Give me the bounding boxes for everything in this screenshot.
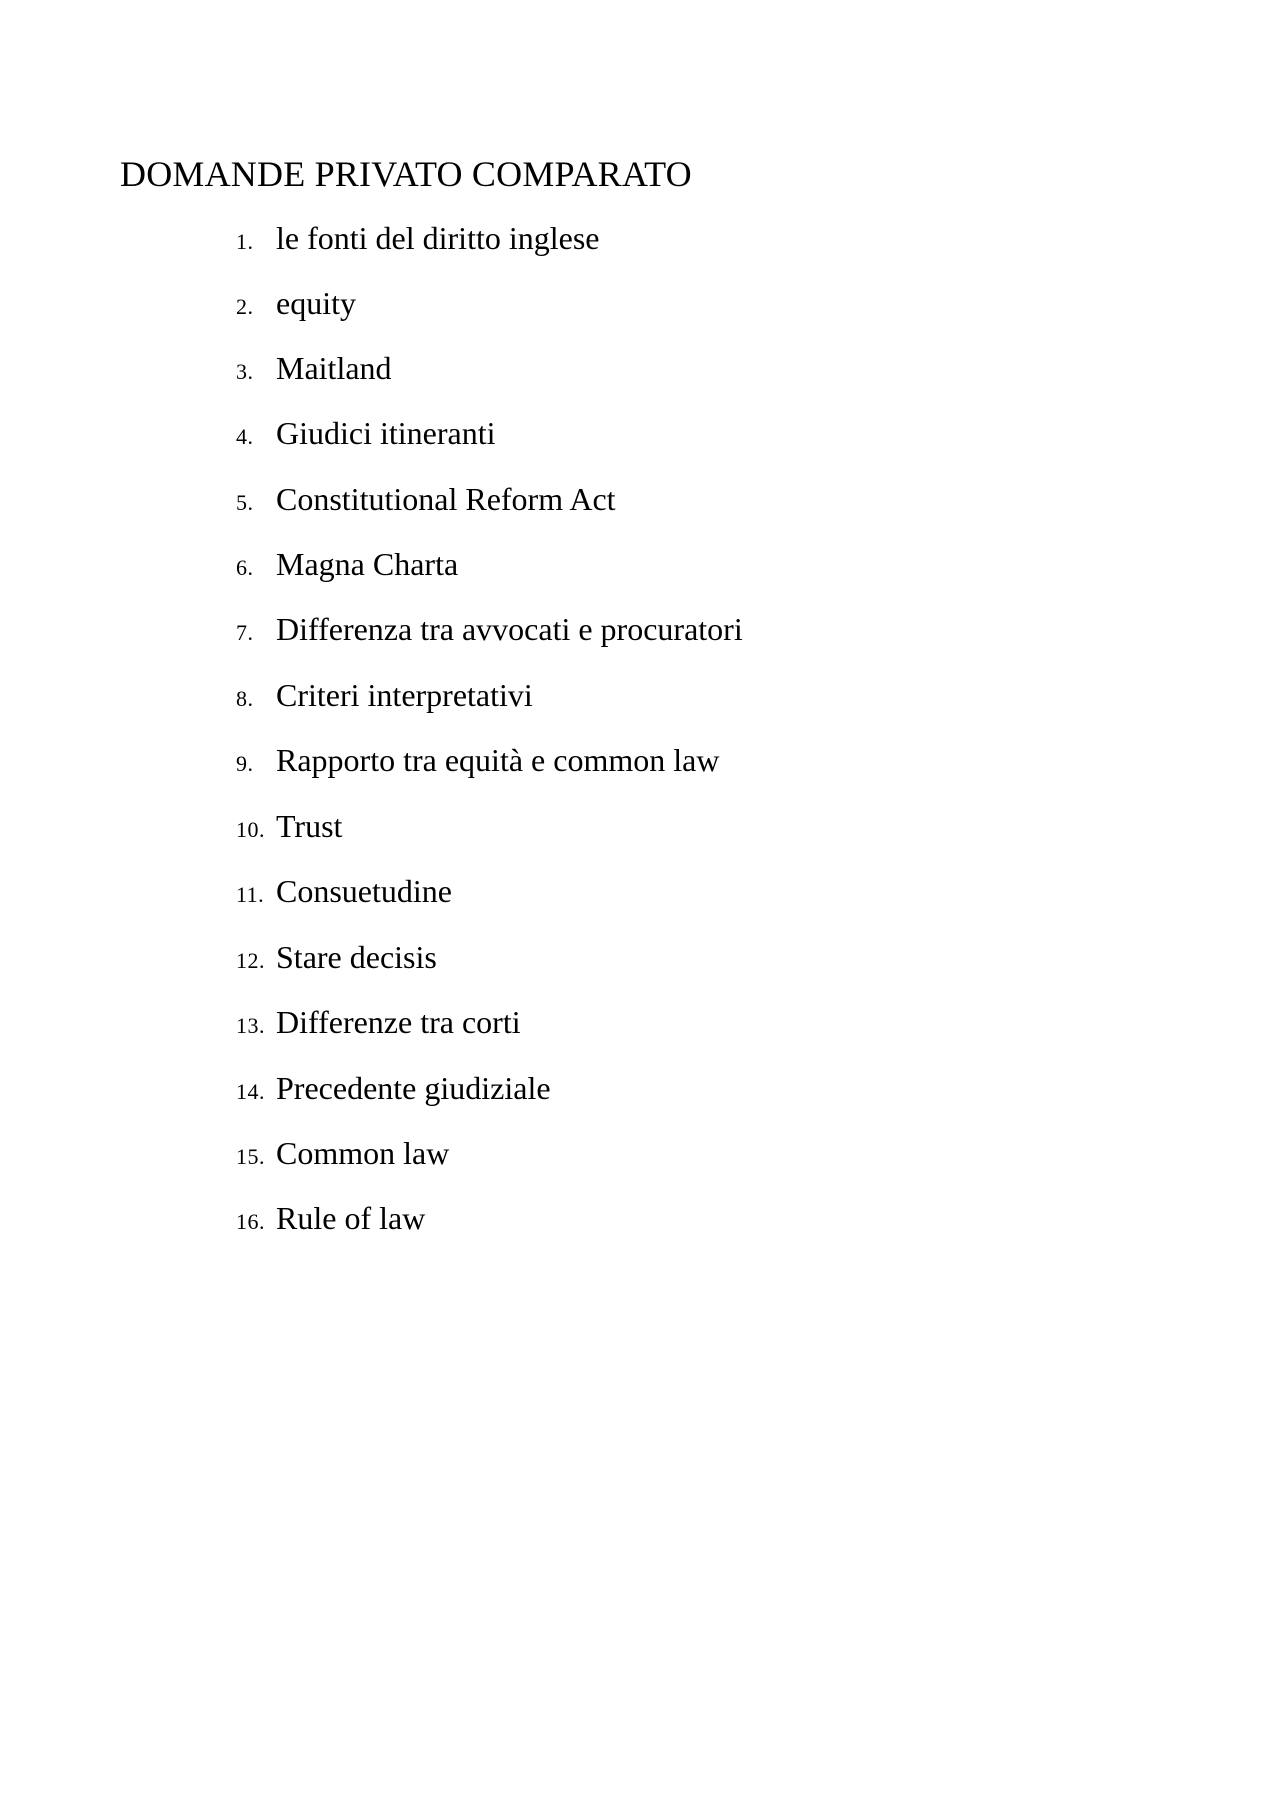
list-item-number: 6. xyxy=(236,555,254,580)
list-item-number: 9. xyxy=(236,751,254,776)
list-item-number: 15. xyxy=(236,1144,265,1169)
list-item-text: Rule of law xyxy=(276,1200,426,1236)
list-item xyxy=(0,483,1000,523)
list-item-number: 5. xyxy=(236,490,254,515)
list-item-text: equity xyxy=(276,285,356,321)
list-item-number: 11. xyxy=(236,882,265,907)
list-item-number: 3. xyxy=(236,359,254,384)
list-item xyxy=(0,1006,1000,1046)
list-item-text: Trust xyxy=(276,808,343,844)
list-item-number: 1. xyxy=(236,229,254,254)
list-item-text: Giudici itineranti xyxy=(276,415,496,451)
list-item-text: Maitland xyxy=(276,350,392,386)
list-item-text: le fonti del diritto inglese xyxy=(276,220,600,256)
list-item xyxy=(0,1072,1000,1112)
list-item-number: 7. xyxy=(236,620,254,645)
list-item xyxy=(0,287,1000,327)
list-item-number: 13. xyxy=(236,1013,265,1038)
list-item xyxy=(0,679,1000,719)
list-item-number: 10. xyxy=(236,817,265,842)
list-item-text: Consuetudine xyxy=(276,873,452,909)
list-item-number: 12. xyxy=(236,948,265,973)
list-item-text: Precedente giudiziale xyxy=(276,1070,551,1106)
list-item xyxy=(0,1202,1000,1242)
list-item-text: Stare decisis xyxy=(276,939,437,975)
list-item xyxy=(0,875,1000,915)
list-item-text: Rapporto tra equità e common law xyxy=(276,742,720,778)
list-item xyxy=(0,941,1000,981)
list-item xyxy=(0,548,1000,588)
page-title: DOMANDE PRIVATO COMPARATO xyxy=(120,154,692,194)
list-item xyxy=(0,222,1000,262)
list-item-number: 14. xyxy=(236,1079,265,1104)
list-item-number: 8. xyxy=(236,686,254,711)
list-item xyxy=(0,417,1000,457)
list-item-text: Constitutional Reform Act xyxy=(276,481,616,517)
list-item-text: Common law xyxy=(276,1135,450,1171)
list-item xyxy=(0,1137,1000,1177)
list-item-text: Differenze tra corti xyxy=(276,1004,521,1040)
list-item xyxy=(0,613,1000,653)
list-item-text: Criteri interpretativi xyxy=(276,677,533,713)
list-item-text: Differenza tra avvocati e procuratori xyxy=(276,611,743,647)
list-item-text: Magna Charta xyxy=(276,546,459,582)
list-item xyxy=(0,744,1000,784)
list-item-number: 2. xyxy=(236,294,254,319)
list-item-number: 16. xyxy=(236,1209,265,1234)
list-item xyxy=(0,810,1000,850)
list-item xyxy=(0,352,1000,392)
list-item-number: 4. xyxy=(236,424,254,449)
